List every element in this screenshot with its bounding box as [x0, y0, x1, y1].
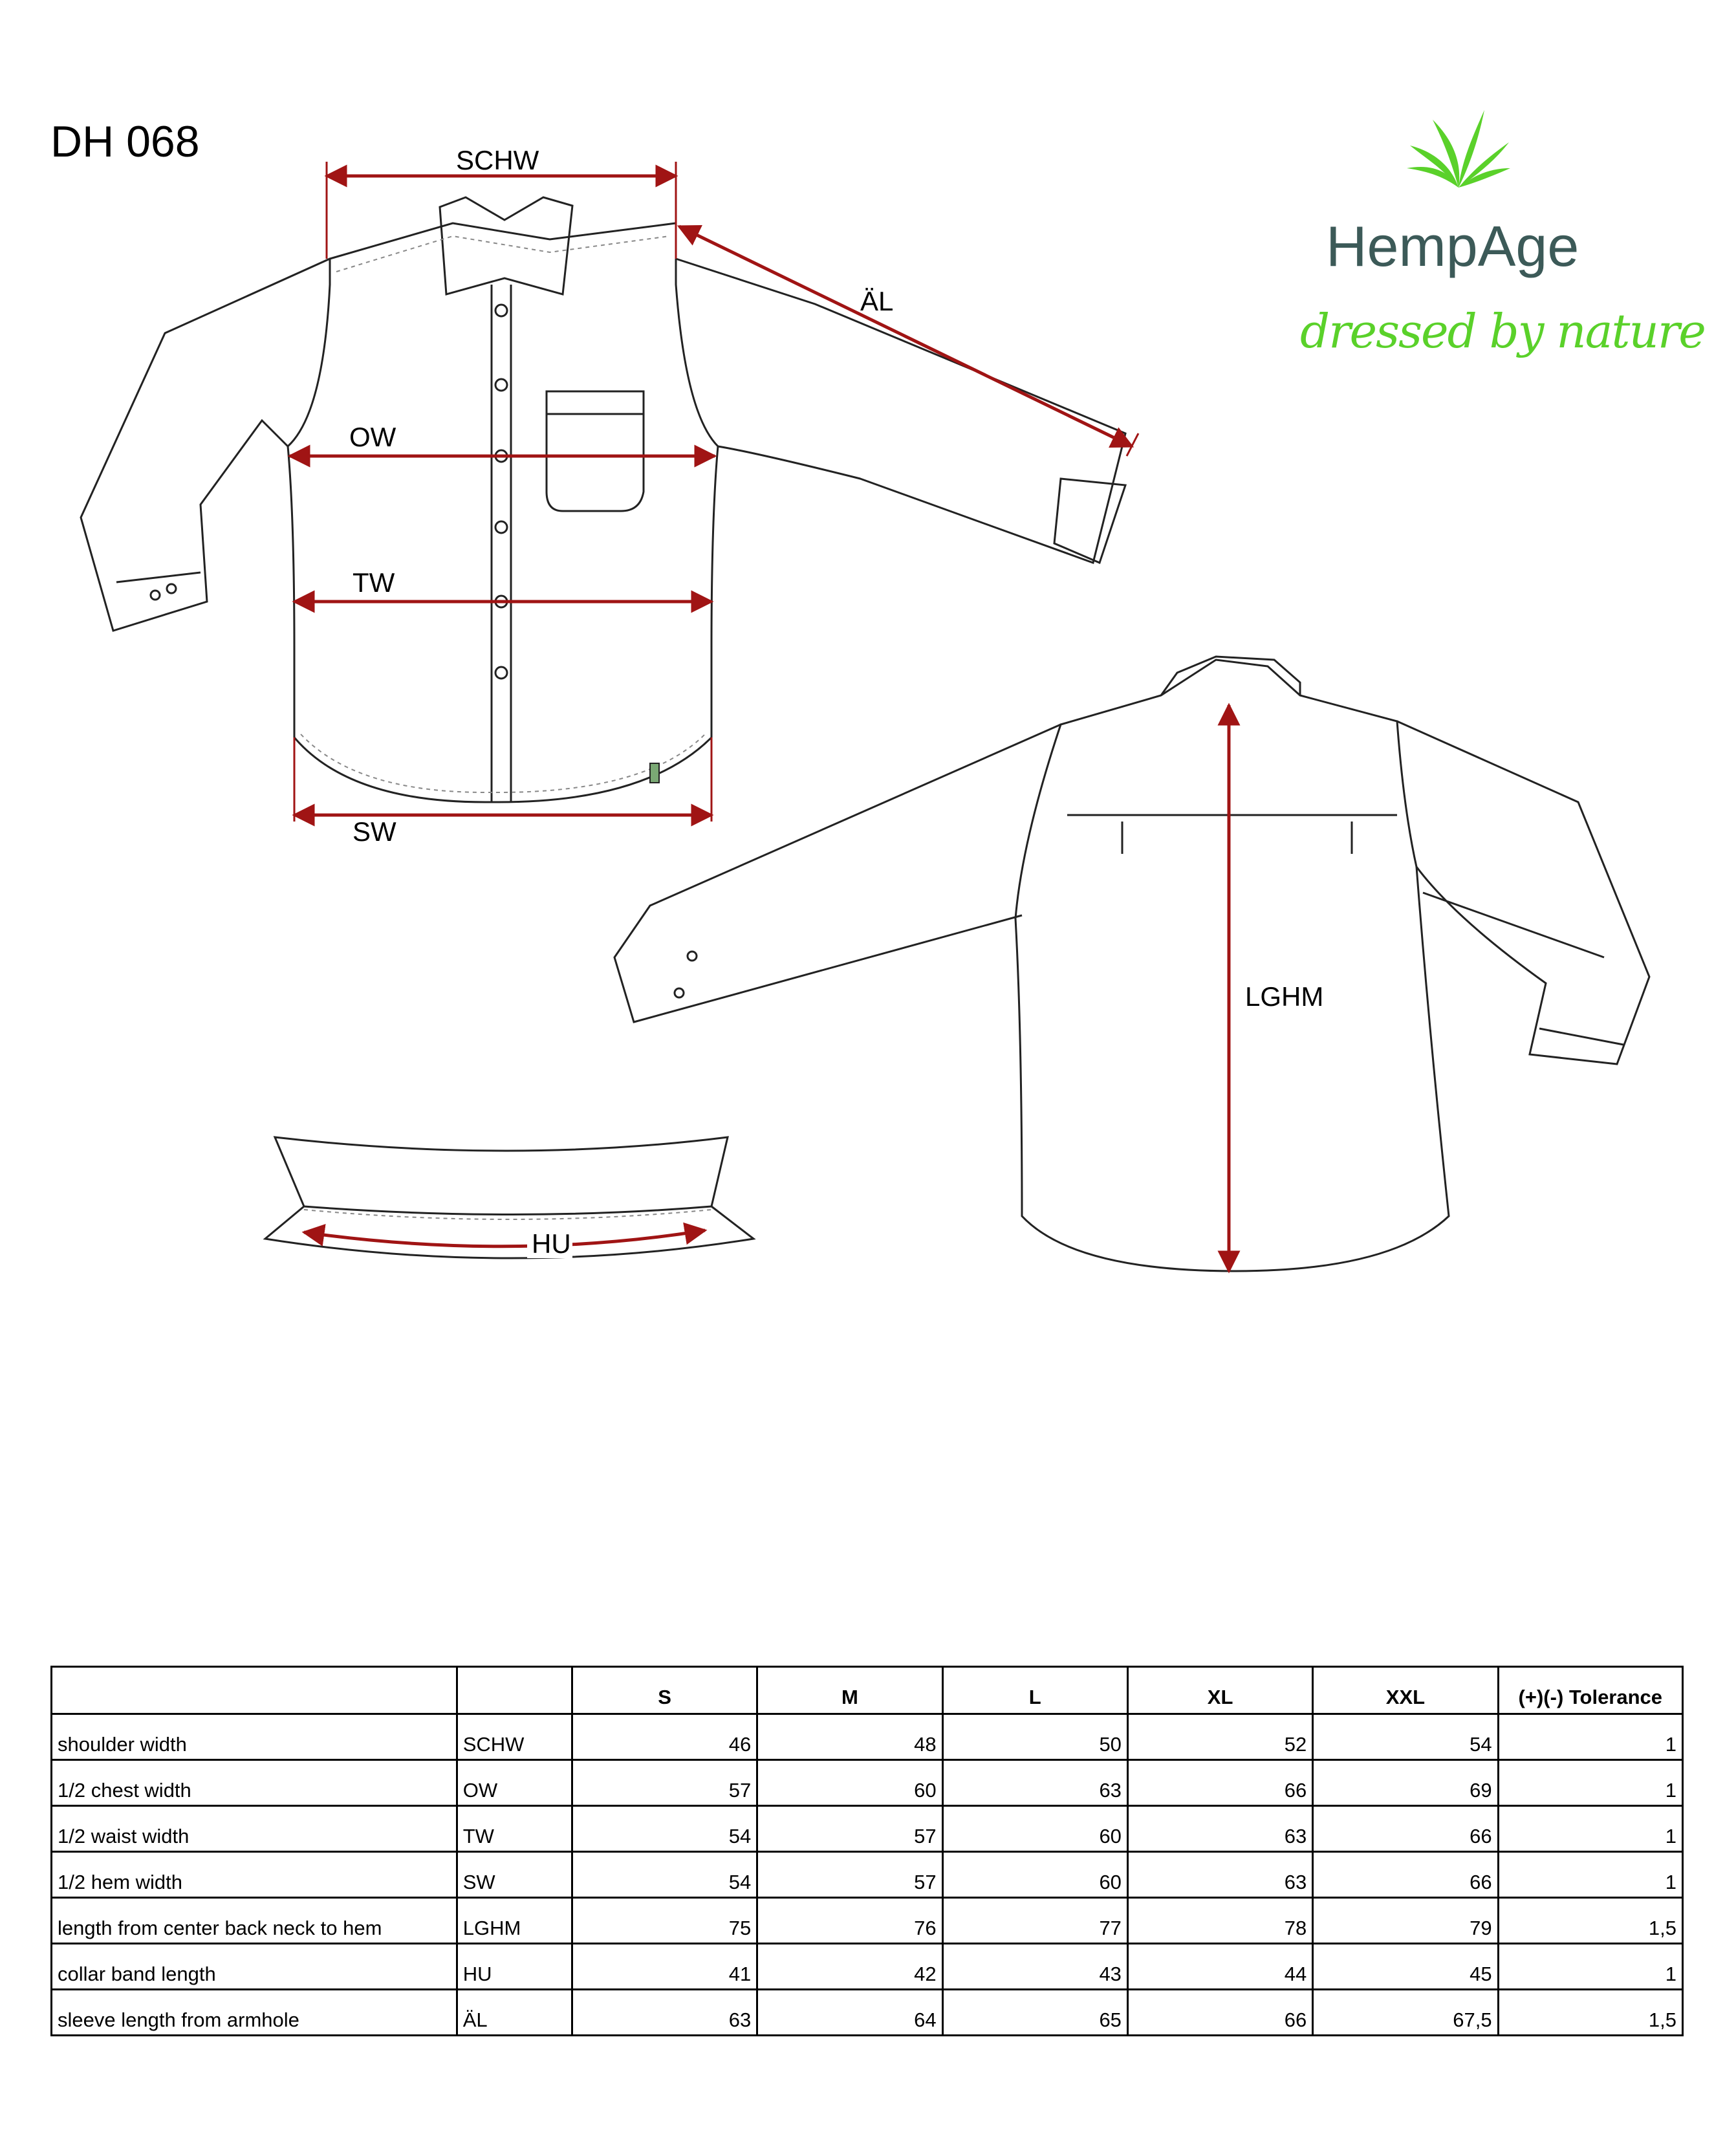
cell: 54 — [572, 1806, 757, 1852]
cell: shoulder width — [52, 1714, 457, 1760]
cell: SCHW — [457, 1714, 572, 1760]
cell: 48 — [757, 1714, 942, 1760]
cell: 1 — [1498, 1714, 1682, 1760]
header-cell: (+)(-) Tolerance — [1498, 1667, 1682, 1714]
label-sw: SW — [353, 816, 396, 847]
table-row — [52, 1760, 1683, 1806]
cell: 63 — [1127, 1852, 1312, 1898]
table-row — [52, 1806, 1683, 1852]
cell: ÄL — [457, 1990, 572, 2036]
cell: 63 — [1127, 1806, 1312, 1852]
brand-tagline: dressed by nature — [1300, 304, 1705, 358]
cell: 76 — [757, 1898, 942, 1944]
cell: 64 — [757, 1990, 942, 2036]
cell: 44 — [1127, 1944, 1312, 1990]
header-cell: S — [572, 1667, 757, 1714]
cell: 60 — [942, 1806, 1127, 1852]
cell: 54 — [572, 1852, 757, 1898]
cell: 78 — [1127, 1898, 1312, 1944]
cell: 57 — [757, 1852, 942, 1898]
cell: 1 — [1498, 1944, 1682, 1990]
cell: 46 — [572, 1714, 757, 1760]
cell: 50 — [942, 1714, 1127, 1760]
cell: 1 — [1498, 1760, 1682, 1806]
cell: 69 — [1313, 1760, 1498, 1806]
cell: 63 — [942, 1760, 1127, 1806]
cell: 45 — [1313, 1944, 1498, 1990]
cell: 57 — [757, 1806, 942, 1852]
table-row — [52, 1990, 1683, 2036]
back-shirt-drawing — [614, 657, 1649, 1271]
label-tw: TW — [353, 567, 395, 598]
cell: 52 — [1127, 1714, 1312, 1760]
cell: 1/2 chest width — [52, 1760, 457, 1806]
collar-band-drawing — [265, 1137, 754, 1258]
header-cell: L — [942, 1667, 1127, 1714]
cell: 77 — [942, 1898, 1127, 1944]
header-cell: XXL — [1313, 1667, 1498, 1714]
cell: 1,5 — [1498, 1990, 1682, 2036]
cell: 66 — [1313, 1806, 1498, 1852]
cell: 66 — [1127, 1990, 1312, 2036]
cell: OW — [457, 1760, 572, 1806]
cell: 60 — [757, 1760, 942, 1806]
header-cell — [52, 1667, 457, 1714]
label-schw: SCHW — [456, 145, 539, 175]
cell: 43 — [942, 1944, 1127, 1990]
cell: length from center back neck to hem — [52, 1898, 457, 1944]
cell: 1 — [1498, 1852, 1682, 1898]
cell: 1,5 — [1498, 1898, 1682, 1944]
cell: 63 — [572, 1990, 757, 2036]
cell: HU — [457, 1944, 572, 1990]
cell: 60 — [942, 1852, 1127, 1898]
cell: collar band length — [52, 1944, 457, 1990]
cell: 79 — [1313, 1898, 1498, 1944]
label-ow: OW — [349, 422, 396, 452]
header-cell: XL — [1127, 1667, 1312, 1714]
header-cell: M — [757, 1667, 942, 1714]
table-row — [52, 1714, 1683, 1760]
cell: 75 — [572, 1898, 757, 1944]
label-hu: HU — [532, 1228, 571, 1259]
cell: 57 — [572, 1760, 757, 1806]
cell: 54 — [1313, 1714, 1498, 1760]
cell: 1/2 waist width — [52, 1806, 457, 1852]
table-header-row — [52, 1667, 1683, 1714]
al-arrow — [679, 226, 1132, 446]
cell: 66 — [1127, 1760, 1312, 1806]
size-spec-table — [50, 1666, 1684, 2036]
table-row — [52, 1852, 1683, 1898]
header-cell — [457, 1667, 572, 1714]
cell: 67,5 — [1313, 1990, 1498, 2036]
brand-name: HempAge — [1326, 214, 1579, 278]
style-code: DH 068 — [50, 117, 200, 166]
cell: 1 — [1498, 1806, 1682, 1852]
front-shirt-drawing — [81, 197, 1125, 802]
cell: 66 — [1313, 1852, 1498, 1898]
table-row — [52, 1898, 1683, 1944]
hu-arrow — [304, 1230, 705, 1247]
cell: sleeve length from armhole — [52, 1990, 457, 2036]
cell: 42 — [757, 1944, 942, 1990]
cell: SW — [457, 1852, 572, 1898]
cell: 41 — [572, 1944, 757, 1990]
label-lghm: LGHM — [1245, 981, 1324, 1012]
table-row — [52, 1944, 1683, 1990]
label-al: ÄL — [860, 286, 894, 316]
cell: TW — [457, 1806, 572, 1852]
cell: 1/2 hem width — [52, 1852, 457, 1898]
cell: 65 — [942, 1990, 1127, 2036]
cell: LGHM — [457, 1898, 572, 1944]
